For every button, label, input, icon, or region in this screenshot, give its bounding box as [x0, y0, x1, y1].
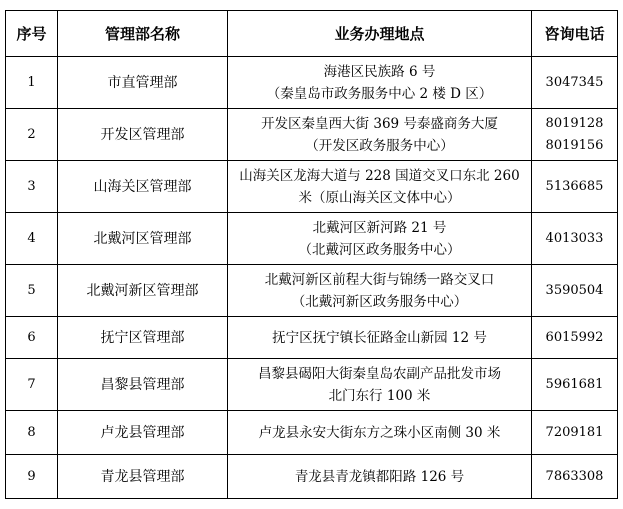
phone-number: 3590504	[545, 282, 604, 298]
row-dept-name: 卢龙县管理部	[58, 411, 228, 455]
phone-number: 5136685	[545, 178, 604, 194]
phone-number: 6015992	[545, 329, 604, 345]
table-row	[6, 57, 618, 109]
address-line: （开发区政务服务中心）	[305, 137, 454, 154]
row-phone	[532, 109, 618, 161]
address-line: 米（原山海关区文体中心）	[298, 189, 461, 206]
header-row	[6, 11, 618, 57]
row-address	[228, 455, 532, 499]
row-phone	[532, 359, 618, 411]
phone-number: 4013033	[545, 230, 604, 246]
table-row	[6, 455, 618, 499]
phone-number: 5961681	[545, 376, 604, 392]
table-body	[6, 57, 618, 499]
row-dept-name: 北戴河区管理部	[58, 213, 228, 265]
row-address	[228, 359, 532, 411]
row-dept-name: 山海关区管理部	[58, 161, 228, 213]
row-dept-name: 抚宁区管理部	[58, 317, 228, 359]
service-locations-table	[5, 10, 618, 499]
address-line: 青龙县青龙镇都阳路 126 号	[294, 468, 465, 485]
row-address	[228, 109, 532, 161]
row-address	[228, 317, 532, 359]
header-addr: 业务办理地点	[228, 11, 532, 57]
address-line: （北戴河新区政务服务中心）	[291, 293, 468, 310]
row-phone	[532, 213, 618, 265]
table-row	[6, 411, 618, 455]
address-line: 北戴河新区前程大街与锦绣一路交叉口	[264, 271, 495, 288]
phone-number: 3047345	[545, 74, 604, 90]
phone-number: 8019156	[545, 137, 604, 153]
row-phone	[532, 161, 618, 213]
row-dept-name: 北戴河新区管理部	[58, 265, 228, 317]
row-phone	[532, 265, 618, 317]
row-address	[228, 57, 532, 109]
row-phone	[532, 455, 618, 499]
row-dept-name: 青龙县管理部	[58, 455, 228, 499]
address-line: （北戴河区政务服务中心）	[298, 241, 461, 258]
address-line: 海港区民族路 6 号	[323, 63, 436, 80]
header-seq: 序号	[6, 11, 58, 57]
row-phone	[532, 317, 618, 359]
header-phone: 咨询电话	[532, 11, 618, 57]
phone-number: 7209181	[545, 424, 604, 440]
address-line: 北戴河区新河路 21 号	[312, 219, 447, 236]
table-row	[6, 161, 618, 213]
table-row	[6, 359, 618, 411]
address-line: （秦皇岛市政务服务中心 2 楼 D 区）	[266, 85, 493, 102]
address-line: 卢龙县永安大街东方之珠小区南侧 30 米	[258, 424, 501, 441]
row-address	[228, 161, 532, 213]
row-seq: 6	[6, 317, 58, 359]
row-address	[228, 213, 532, 265]
row-dept-name: 开发区管理部	[58, 109, 228, 161]
row-seq: 3	[6, 161, 58, 213]
address-line: 昌黎县碣阳大街秦皇岛农副产品批发市场	[258, 365, 501, 382]
address-line: 北门东行 100 米	[328, 387, 431, 404]
table-row	[6, 109, 618, 161]
row-address	[228, 265, 532, 317]
row-seq: 4	[6, 213, 58, 265]
row-seq: 8	[6, 411, 58, 455]
row-dept-name: 市直管理部	[58, 57, 228, 109]
header-dept: 管理部名称	[58, 11, 228, 57]
table-row	[6, 213, 618, 265]
row-seq: 1	[6, 57, 58, 109]
phone-number: 8019128	[545, 115, 604, 131]
phone-number: 7863308	[545, 468, 604, 484]
address-line: 抚宁区抚宁镇长征路金山新园 12 号	[272, 329, 487, 346]
row-dept-name: 昌黎县管理部	[58, 359, 228, 411]
table-row	[6, 265, 618, 317]
table-row	[6, 317, 618, 359]
row-phone	[532, 411, 618, 455]
row-seq: 2	[6, 109, 58, 161]
address-line: 开发区秦皇西大街 369 号泰盛商务大厦	[261, 115, 498, 132]
row-phone	[532, 57, 618, 109]
row-seq: 9	[6, 455, 58, 499]
row-seq: 7	[6, 359, 58, 411]
row-address	[228, 411, 532, 455]
address-line: 山海关区龙海大道与 228 国道交叉口东北 260	[239, 167, 520, 184]
row-seq: 5	[6, 265, 58, 317]
